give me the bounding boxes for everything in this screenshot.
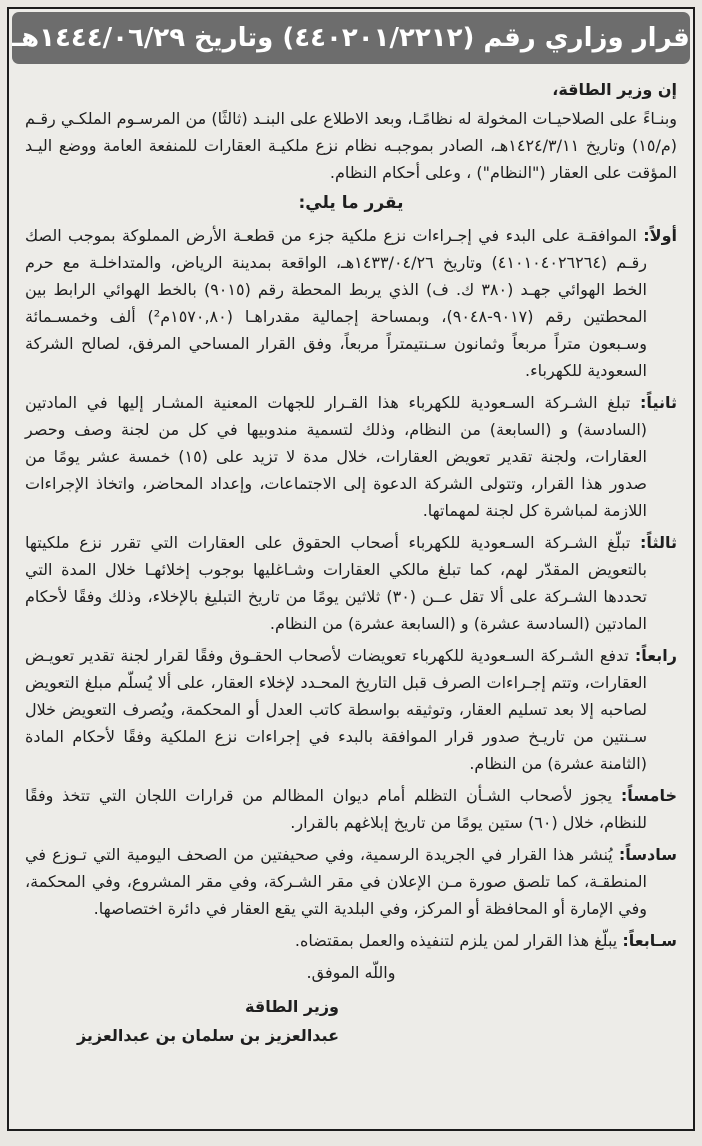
clause-text: تبلغ الشـركة السـعودية للكهرباء هذا القـرار للجهات المعنية المشـار إليها في المادتين (السادسة) و (السابعة) من النظام، وذلك لتسمية مندوبيها في كل من لجنة وصف وحصر العقارات، ولجنة تقدير تعويض العقارات، خلال مدة لا تزيد على (١٥) خمسة عشر يومًا من صدور هذا القرار، وتتولى الشركة الدعوة إلى الاجتماعات، وإعداد المحاضر، واتخاذ الإجراءات اللازمة لمباشرة كل لجنة لمهماتها. [25,393,647,520]
clause-paragraph [25,782,677,836]
clause-text: يجوز لأصحاب الشـأن التظلم أمام ديوان المظالم من قرارات اللجان التي تتخذ وفقًا للنظام، خلال (٦٠) ستين يومًا من تاريخ إبلاغهم بالقرار. [25,786,647,832]
signer-name: عبدالعزيز بن سلمان بن عبدالعزيز [76,1026,339,1045]
clause-paragraph [25,529,677,637]
signature-block [25,992,339,1050]
clause-text: تدفع الشـركة السـعودية للكهرباء تعويضات لأصحاب الحقـوق وفقًا لقرار لجنة تقدير تعويـض العقارات، وتتم إجـراءات الصرف قبل التاريخ المحـدد لإخلاء العقار، على ألا يُسلّم مبلغ التعويض لصاحبه إلا بعد تسليم العقار، وتوثيقه بواسطة كاتب العدل أو المحكمة، ويُصرف التعويض خلال سـنتين من تاريـخ صدور قرار الموافقة بالبدء في إجراءات نزع الملكية وفقًا لأحكام المادة (الثامنة عشرة) من النظام. [25,646,647,773]
clause-paragraph [25,927,677,954]
decree-title: قرار وزاري رقم (٤٤٠٢٠١/٢٢١٢) وتاريخ ١٤٤٤/٠٦/٢٩هـ [12,23,690,53]
clause-label: سادساً: [618,845,677,864]
clause-text: الموافقـة على البدء في إجـراءات نزع ملكية جزء من قطعـة الأرض المملوكة بموجب الصك رقـم (٤١٠١٠٤٠٢٦٢٦٤) وتاريخ ١٤٣٣/٠٤/٢٦هـ، الواقعة بمدينة الرياض، والمتداخلـة مع حرم الخط الهوائي جهـد (٣٨٠ ك. ف) الذي يربط المحطة رقم (٩٠١٥) بالخط الهوائي الرابط بين المحطتين رقم (٩٠١٧-٩٠٤٨)، وبمساحة إجمالية مقدراهـا (١٥٧٠,٨٠م²) ألف وخمسـمائة وسـبعون متراً مربعاً وثمانون سـنتيمتراً مربعاً، وفق القرار المساحي المرفق، لصالح الشركة السعودية للكهرباء. [25,226,648,380]
decree-title-bar [12,12,690,64]
clause-paragraph [25,841,677,922]
clause-paragraph [25,222,677,384]
clause-label: ثالثاً: [640,533,677,552]
blessing-line: واللّه الموفق. [306,963,396,982]
clause-text: تبلّغ الشـركة السـعودية للكهرباء أصحاب الحقوق على العقارات التي تقرر نزع ملكيتها بالتعويض المقدّر لهم، كما تبلغ مالكي العقارات وشـاغليها بوجوب إخلائهـا خلال المدة التي تحددها الشـركة على ألا تقل عــن (٣٠) ثلاثين يومًا من تاريخ التبليغ بالإخلاء، وذلك وفقًا لأحكام المادتين (السادسة عشرة) و (السابعة عشرة) من النظام. [25,533,647,633]
clause-label: أولاً: [643,226,677,245]
clause-text: يُنشر هذا القرار في الجريدة الرسمية، وفي صحيفتين من الصحف اليومية التي تـوزع في المنطقـة، كما تلصق صورة مـن الإعلان في مقر الشـركة، وفي مقر المشروع، وفي المحكمة، وفي الإمارة أو المحافظة أو المركز، وفي البلدية التي يقع العقار في دائرة اختصاصها. [25,845,647,918]
preamble-paragraph: وبنـاءً على الصلاحيـات المخولة له نظامًـا، وبعد الاطلاع على البنـد (ثالثًا) من المرسـوم الملكـي رقـم (م/١٥) وتاريخ ١٤٢٤/٣/١١هـ، الصادر بموجبـه نظام نزع ملكيـة العقارات للمنفعة العامة ووضع اليـد المؤقت على العقار ("النظام") ، وعلى أحكام النظام. [25,109,677,182]
clause-label: رابعاً: [634,646,677,665]
clause-paragraph [25,389,677,524]
decides-heading: يقرر ما يلي: [298,193,404,213]
salutation-line: إن وزير الطاقة، [552,80,677,99]
clause-text: يبلّغ هذا القرار لمن يلزم لتنفيذه والعمل بمقتضاه. [294,931,618,950]
newspaper-clipping [0,7,702,1146]
clause-paragraph [25,642,677,777]
clause-label: سـابعاً: [622,931,677,950]
clause-label: ثانياً: [640,393,677,412]
decree-document [7,7,695,1131]
decree-body [9,67,693,1050]
signer-title: وزير الطاقة [245,997,339,1016]
clause-label: خامساً: [620,786,677,805]
clauses-list [25,222,677,954]
